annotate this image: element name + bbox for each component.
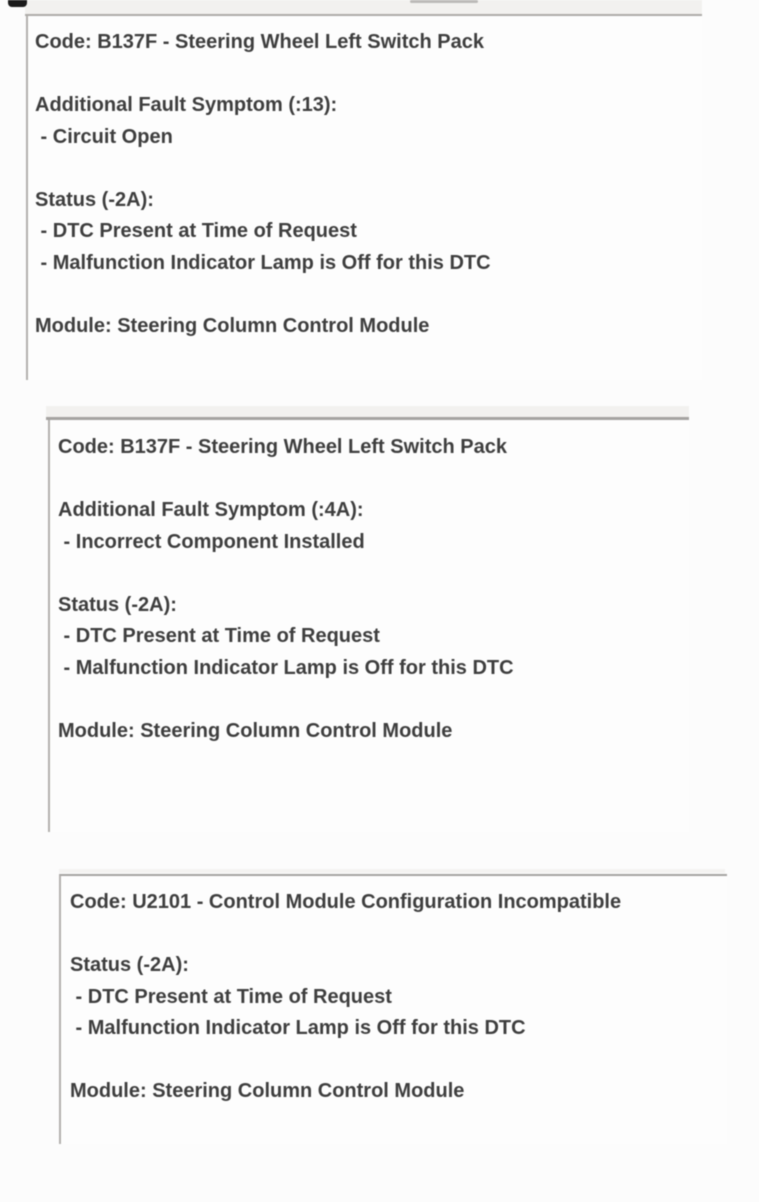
blank-line bbox=[35, 279, 702, 311]
dtc-entry-1[interactable] bbox=[26, 16, 702, 380]
fault-symptom-heading: Additional Fault Symptom (:4A): bbox=[58, 499, 364, 521]
blank-line bbox=[58, 684, 689, 716]
blank-line bbox=[70, 1045, 727, 1077]
blank-line bbox=[58, 464, 689, 496]
status-item: - DTC Present at Time of Request bbox=[35, 220, 357, 242]
blank-line bbox=[35, 59, 702, 91]
fault-symptom-item: - Incorrect Component Installed bbox=[58, 530, 365, 553]
module-line: Module: Steering Column Control Module bbox=[70, 1080, 465, 1102]
cropped-smudge-artifact bbox=[410, 0, 478, 3]
dtc-code-line: Code: B137F - Steering Wheel Left Switch Pack bbox=[58, 436, 507, 458]
status-heading: Status (-2A): bbox=[70, 954, 189, 976]
status-heading: Status (-2A): bbox=[35, 188, 154, 211]
dtc-entry-3[interactable] bbox=[59, 874, 727, 1144]
fault-symptom-item: - Circuit Open bbox=[35, 125, 173, 148]
dtc-code-line: Code: U2101 - Control Module Configuration Incompatible bbox=[70, 891, 622, 913]
status-item: - Malfunction Indicator Lamp is Off for this DTC bbox=[70, 1017, 526, 1039]
blank-line bbox=[70, 919, 727, 951]
status-item: - Malfunction Indicator Lamp is Off for this DTC bbox=[58, 656, 514, 679]
cropped-panel-edge bbox=[25, 0, 702, 16]
module-line: Module: Steering Column Control Module bbox=[35, 314, 430, 337]
status-item: - DTC Present at Time of Request bbox=[58, 625, 380, 647]
status-item: - DTC Present at Time of Request bbox=[70, 985, 392, 1008]
panel-top-edge bbox=[46, 406, 689, 420]
module-line: Module: Steering Column Control Module bbox=[58, 719, 453, 742]
blank-line bbox=[58, 558, 689, 590]
cropped-dark-artifact bbox=[8, 0, 27, 7]
dtc-entry-2[interactable] bbox=[48, 420, 689, 832]
blank-line bbox=[35, 153, 702, 185]
fault-symptom-heading: Additional Fault Symptom (:13): bbox=[35, 94, 338, 116]
dtc-code-line: Code: B137F - Steering Wheel Left Switch Pack bbox=[35, 31, 484, 53]
status-item: - Malfunction Indicator Lamp is Off for this DTC bbox=[35, 251, 491, 274]
status-heading: Status (-2A): bbox=[58, 593, 177, 616]
